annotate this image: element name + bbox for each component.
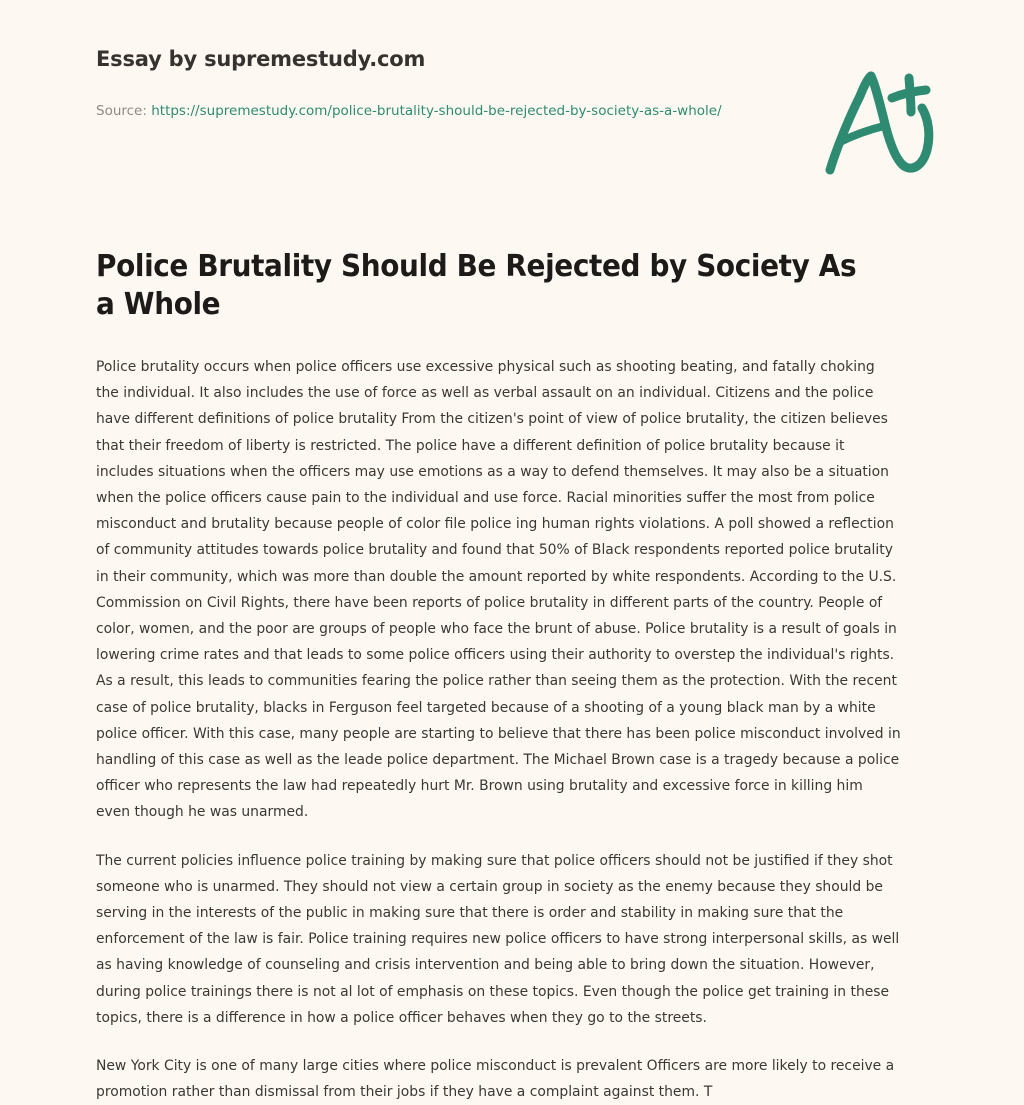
article-body [96, 324, 930, 1105]
source-url-link[interactable]: https://supremestudy.com/police-brutality-should-be-rejected-by-society-as-a-whole/ [151, 103, 722, 119]
article-paragraph-1: Police brutality occurs when police officers use excessive physical such as shooting beating, and fatally choking the individual. It also includes the use of force as well as verbal assault on an individual. Citizens and the police have different definitions of police brutality From the citizen's point of view of police brutality, the citizen believes that their freedom of liberty is restricted. The police have a different definition of police brutality because it includes situations when the officers may use emotions as a way to defend themselves. It may also be a situation when the police officers cause pain to the individual and use force. Racial minorities suffer the most from police misconduct and brutality because people of color file police ing human rights violations. A poll showed a reflection of community attitudes towards police brutality and found that 50% of Black respondents reported police brutality in their community, which was more than double the amount reported by white respondents. According to the U.S. Commission on Civil Rights, there have been reports of police brutality in different parts of the country. People of color, women, and the poor are groups of people who face the brunt of abuse. Police brutality is a result of goals in lowering crime rates and that leads to some police officers using their authority to overstep the individual's rights. As a result, this leads to communities fearing the police rather than seeing them as the protection. With the recent case of police brutality, blacks in Ferguson feel targeted because of a shooting of a young black man by a white police officer. With this case, many people are starting to believe that there has been police misconduct involved in handling of this case as well as the leade police department. The Michael Brown case is a tragedy because a police officer who represents the law had repeatedly hurt Mr. Brown using brutality and excessive force in killing him even though he was unarmed. [96, 359, 901, 821]
page-header [96, 40, 928, 190]
article-paragraph-3: New York City is one of many large cities where police misconduct is prevalent Officers are more likely to receive a promotion rather than dismissal from their jobs if they have a complaint against them. T [96, 1058, 895, 1101]
source-label: Source: [96, 103, 147, 119]
source-line [96, 72, 756, 123]
brand-byline: Essay by supremestudy.com [96, 47, 426, 71]
a-plus-logo [814, 62, 944, 182]
page-title: Police Brutality Should Be Rejected by Society As a Whole [96, 249, 857, 322]
article [96, 248, 930, 1105]
article-paragraph-2: The current policies influence police training by making sure that police officers should not be justified if they shot someone who is unarmed. They should not view a certain group in society as the enemy because they should be serving in the interests of the public in making sure that there is order and stability in making sure that the enforcement of the law is fair. Police training requires new police officers to have strong interpersonal skills, as well as having knowledge of counseling and crisis intervention and being able to bring down the situation. However, during police trainings there is not al lot of emphasis on these topics. Even though the police get training in these topics, there is a difference in how a police officer behaves when they go to the streets. [96, 852, 900, 1026]
a-plus-logo-icon [814, 62, 944, 182]
